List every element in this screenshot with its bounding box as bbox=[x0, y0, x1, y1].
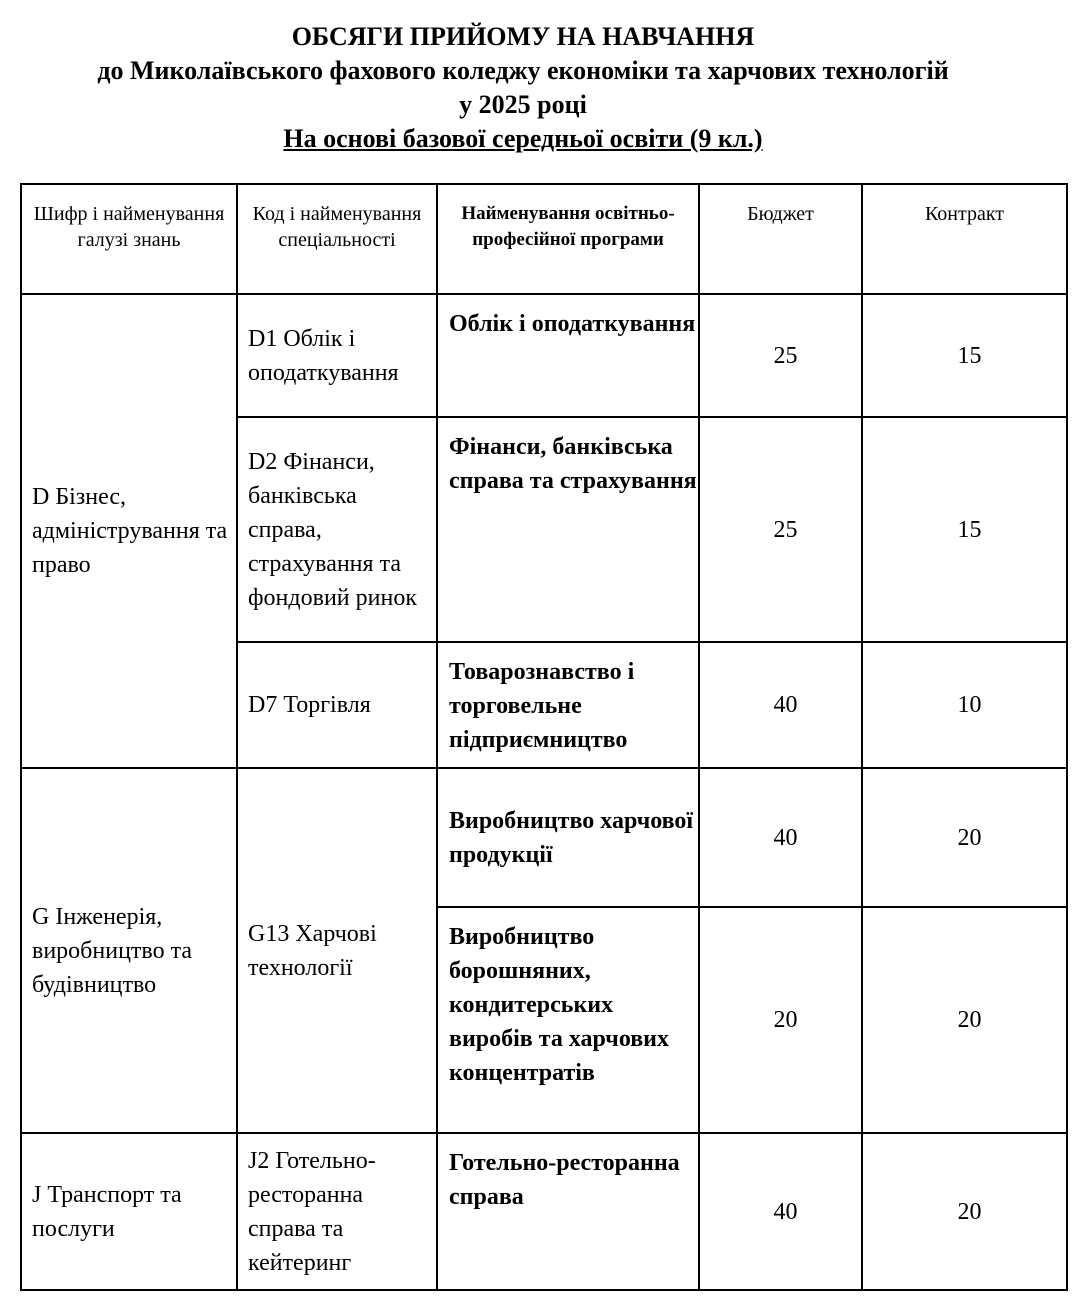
budget-cell: 20 bbox=[699, 907, 862, 1133]
title-line-3: у 2025 році bbox=[459, 90, 587, 119]
header-contract: Контракт bbox=[862, 184, 1067, 294]
contract-cell: 20 bbox=[862, 768, 1067, 907]
contract-cell: 20 bbox=[862, 907, 1067, 1133]
contract-cell: 15 bbox=[862, 294, 1067, 417]
program-cell: Виробництво борошняних, кондитерських виробів та харчових концентратів bbox=[437, 907, 699, 1133]
budget-cell: 25 bbox=[699, 417, 862, 642]
program-cell: Облік і оподаткування bbox=[437, 294, 699, 417]
program-cell: Фінанси, банківська справа та страхування bbox=[437, 417, 699, 642]
title-line-1: ОБСЯГИ ПРИЙОМУ НА НАВЧАННЯ bbox=[291, 22, 755, 51]
branch-d: D Бізнес, адміністрування та право bbox=[21, 294, 237, 768]
admission-table bbox=[20, 183, 1068, 1291]
budget-cell: 40 bbox=[699, 1133, 862, 1290]
specialty-cell: G13 Харчові технології bbox=[237, 768, 437, 1133]
specialty-cell: D2 Фінанси, банківська справа, страхування та фондовий ринок bbox=[237, 417, 437, 642]
contract-cell: 15 bbox=[862, 417, 1067, 642]
table-row bbox=[21, 294, 1067, 417]
budget-cell: 25 bbox=[699, 294, 862, 417]
header-branch: Шифр і найменування галузі знань bbox=[21, 184, 237, 294]
title-line-4: На основі базової середньої освіти (9 кл.) bbox=[283, 124, 763, 153]
header-budget: Бюджет bbox=[699, 184, 862, 294]
header-row bbox=[21, 184, 1067, 294]
program-cell: Виробництво харчової продукції bbox=[437, 768, 699, 907]
budget-cell: 40 bbox=[699, 768, 862, 907]
branch-j: J Транспорт та послуги bbox=[21, 1133, 237, 1290]
specialty-cell: J2 Готельно-ресторанна справа та кейтеринг bbox=[237, 1133, 437, 1290]
contract-cell: 10 bbox=[862, 642, 1067, 768]
title-line-2: до Миколаївського фахового коледжу економіки та харчових технологій bbox=[97, 56, 949, 85]
table-row bbox=[21, 768, 1067, 907]
budget-cell: 40 bbox=[699, 642, 862, 768]
program-cell: Товарознавство і торговельне підприємництво bbox=[437, 642, 699, 768]
table-row bbox=[21, 1133, 1067, 1290]
header-specialty: Код і найменування спеціальності bbox=[237, 184, 437, 294]
specialty-cell: D7 Торгівля bbox=[237, 642, 437, 768]
specialty-cell: D1 Облік і оподаткування bbox=[237, 294, 437, 417]
header-program: Найменування освітньо-професійної програми bbox=[437, 184, 699, 294]
document-title bbox=[0, 20, 1046, 156]
contract-cell: 20 bbox=[862, 1133, 1067, 1290]
program-cell: Готельно-ресторанна справа bbox=[437, 1133, 699, 1290]
branch-g: G Інженерія, виробництво та будівництво bbox=[21, 768, 237, 1133]
